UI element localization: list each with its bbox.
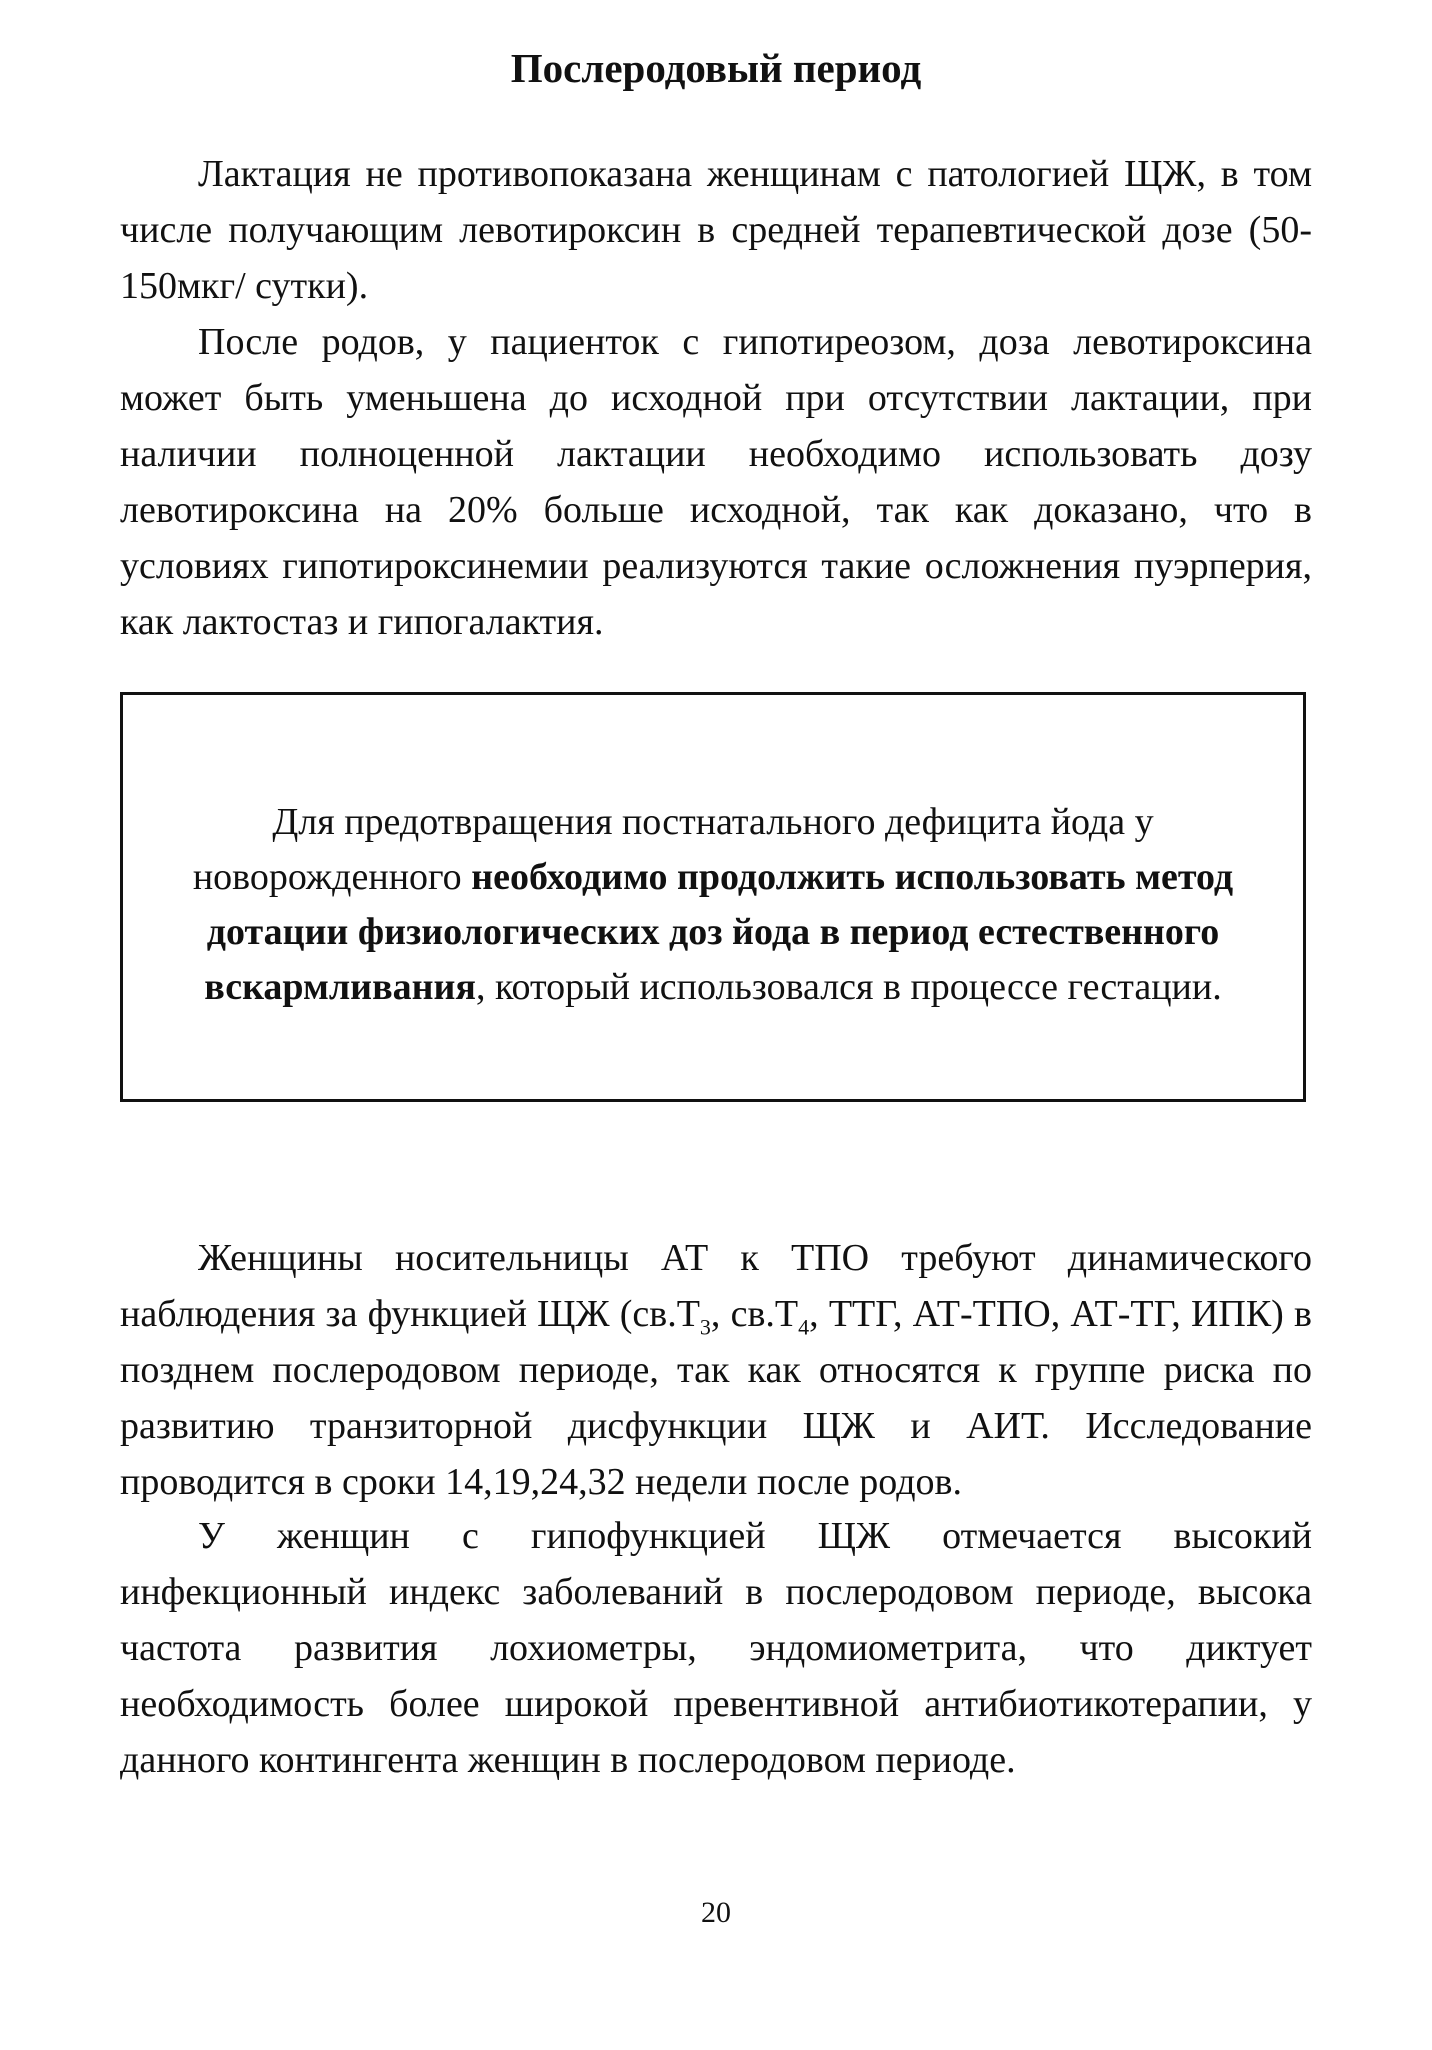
p3-text-3: , ТТГ, АТ-ТПО, АТ-ТГ, ИПК) в позднем послеродовом периоде, так как относятся к группе риска по развитию транзиторной дисфункции ЩЖ и АИТ. Исследование проводится в сроки 14,19,24,32 недели после родов. bbox=[120, 1293, 1312, 1503]
callout-text-after: , который использовался в процессе гестации. bbox=[475, 966, 1222, 1008]
callout-box bbox=[120, 692, 1306, 1102]
paragraph-hypofunction: У женщин с гипофункцией ЩЖ отмечается высокий инфекционный индекс заболеваний в послеродовом периоде, высока частота развития лохиометры, эндомиометрита, что диктует необходимость более широкой превентивной антибиотикотерапии, у данного контингента женщин в послеродовом периоде. bbox=[120, 1515, 1312, 1781]
paragraph-tpo-antibodies bbox=[120, 1230, 1312, 1510]
page-number: 20 bbox=[701, 1896, 731, 1929]
callout-text bbox=[163, 795, 1263, 1015]
p3-subscript-t3: 3 bbox=[699, 1314, 711, 1340]
p3-text-1: Женщины носительницы АТ к ТПО требуют динамического наблюдения за функцией ЩЖ (св.Т bbox=[120, 1237, 1312, 1335]
callout-text-before: Для предотвращения постнатального дефицита йода у новорожденного bbox=[192, 801, 1154, 898]
paragraph-postpartum-dose: После родов, у пациенток с гипотиреозом, доза левотироксина может быть уменьшена до исходной при отсутствии лактации, при наличии полноценной лактации необходимо использовать дозу левотироксина на 20% больше исходной, так как доказано, что в условиях гипотироксинемии реализуются такие осложнения пуэрперия, как лактостаз и гипогалактия. bbox=[120, 321, 1312, 643]
callout-text-bold: необходимо продолжить использовать метод дотации физиологических доз йода в период естественного вскармливания bbox=[204, 856, 1234, 1008]
p3-text-2: , св.Т bbox=[710, 1293, 799, 1335]
page-title: Послеродовый период bbox=[510, 45, 922, 91]
paragraph-lactation: Лактация не противопоказана женщинам с патологией ЩЖ, в том числе получающим левотироксин в средней терапевтической дозе (50-150мкг/ сутки). bbox=[120, 153, 1312, 307]
p3-subscript-t4: 4 bbox=[798, 1314, 810, 1340]
